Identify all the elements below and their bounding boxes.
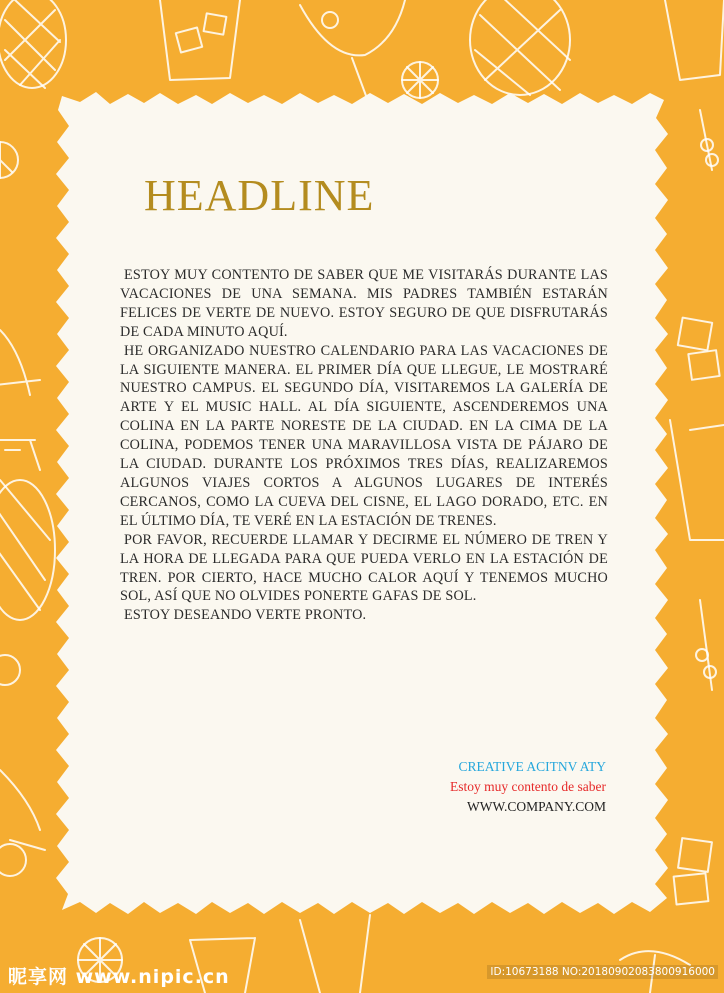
footer-website[interactable]: WWW.COMPANY.COM <box>466 799 606 814</box>
footer-subtitle: Estoy muy contento de saber <box>450 779 606 794</box>
paragraph: POR FAVOR, RECUERDE LLAMAR Y DECIRME EL NÚMERO DE TREN Y LA HORA DE LLEGADA PARA QUE PUEDA VERLO EN LA ESTACIÓN DE TREN. POR CIERTO, HACE MUCHO CALOR AQUÍ Y TENEMOS MUCHO SOL, ASÍ QUE NO OLVIDES PONERTE GAFAS DE SOL. <box>120 531 608 605</box>
footer-contact <box>450 757 606 817</box>
letter-body <box>120 266 608 625</box>
paragraph: ESTOY DESEANDO VERTE PRONTO. <box>124 607 367 624</box>
paragraph: HE ORGANIZADO NUESTRO CALENDARIO PARA LAS VACACIONES DE LA SIGUIENTE MANERA. EL PRIMER DÍA QUE LLEGUE, LE MOSTRARÉ NUESTRO CAMPUS. EL SEGUNDO DÍA, VISITAREMOS LA GALERÍA DE ARTE Y EL MUSIC HALL. AL DÍA SIGUIENTE, ASCENDEREMOS UNA COLINA EN LA PARTE NORESTE DE LA CIUDAD. EN LA CIMA DE LA COLINA, PODEMOS TENER UNA MARAVILLOSA VISTA DE PÁJARO DE LA CIUDAD. DURANTE LOS PRÓXIMOS TRES DÍAS, REALIZAREMOS ALGUNOS VIAJES CORTOS A ALGUNOS LUGARES DE INTERÉS CERCANOS, COMO LA CUEVA DEL CISNE, EL LAGO DORADO, ETC. EN EL ÚLTIMO DÍA, TE VERÉ EN LA ESTACIÓN DE TRENES. <box>120 342 608 529</box>
watermark-id: ID:10673188 NO:20180902083800916000 <box>487 965 718 979</box>
watermark-site: 昵享网 www.nipic.cn <box>8 966 230 988</box>
headline: HEADLINE <box>144 171 375 220</box>
footer-tagline: CREATIVE ACITNV ATY <box>458 759 606 774</box>
paragraph: ESTOY MUY CONTENTO DE SABER QUE ME VISITARÁS DURANTE LAS VACACIONES DE UNA SEMANA. MIS PADRES TAMBIÉN ESTARÁN FELICES DE VERTE DE NUEVO. ESTOY SEGURO DE QUE DISFRUTARÁS DE CADA MINUTO AQUÍ. <box>120 267 608 340</box>
